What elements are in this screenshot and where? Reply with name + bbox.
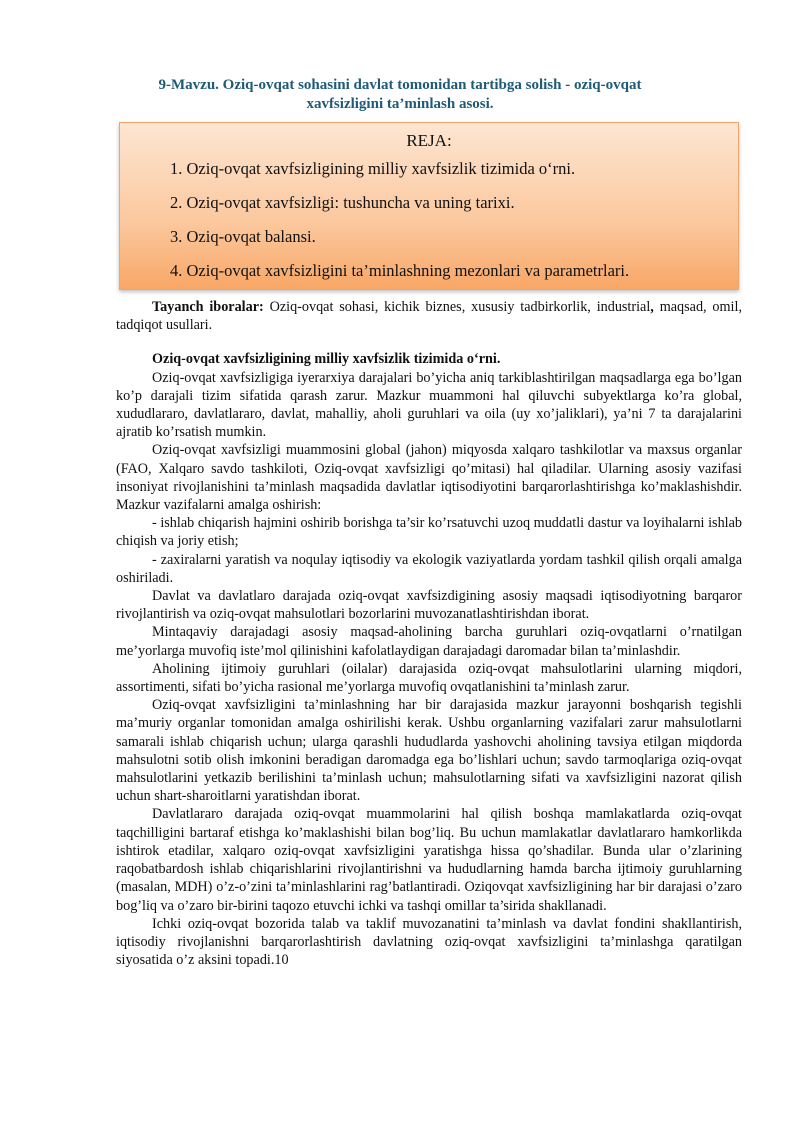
paragraph: Mintaqaviy darajadagi asosiy maqsad-aholining barcha guruhlari oziq-ovqatlarni o’rnatilgan me’yorlarga muvofiq iste’mol qilinishini kafolatlaydigan darajadagi daromadar bilan ta’minlashdir. [116,624,742,659]
paragraph: Davlatlararo darajada oziq-ovqat muammolarini hal qilish boshqa mamlakatlarda oziq-ovqat taqchilligini bartaraf etishga ko’maklashishi bilan bog’liq. Bu uchun mamlakatlar davlatlararo hamkorlikda ishtirok etadilar, xalqaro oziq-ovqat xavfsizligini yaratishga hissa qo’shadilar. Bunda ular o’zlarining raqobatbardosh ishlab chiqarishlarini rivojlantirishni va hududlarning hamda barcha ijtimoiy guruhlarning (masalan, MDH) o’z-o’zini ta’minlashlarini rag’batlantiradi. Oziqovqat xavfsizligining har bir darajasi o’zaro bog’liq va o’zaro bir-birini taqozo etuvchi ichki va tashqi omillar ta’sirida shakllanadi. [116,806,742,914]
reja-heading: REJA: [406,131,452,150]
paragraph: Oziq-ovqat xavfsizligini ta’minlashning har bir darajasida mazkur jarayonni boshqarish tegishli ma’muriy organlar tomonidan amalga oshirilishi kerak. Ushbu organlarning vazifalari zarur mahsulotlarni samarali ishlab chiqarish uchun; ularga qarashli hududlarda yashovchi aholining tavsiya etilgan miqdorda mahsulotni sotib olish imkonini beradigan daromadga ega bo’lishlari uchun; savdo tarmoqlariga oziq-ovqat mahsulotlarini yetkazib berilishini ta’minlash uchun; mahsulotlarning sifati va xavfsizligini nazorat qilish uchun shart-sharoitlarni yaratishdan iborat. [116,697,742,805]
keywords-tail: maqsad, omil, tadqiqot usullari. [116,299,742,334]
page-title: 9-Mavzu. Oziq-ovqat sohasini davlat tomonidan tartibga solish - oziq-ovqat xavfsizligini ta’minlash asosi. [158,77,642,112]
document-body [116,298,742,969]
keywords-paragraph [116,298,742,334]
list-item: - ishlab chiqarish hajmini oshirib borishga ta’sir ko’rsatuvchi uzoq muddatli dastur va loyihalarni ishlab chiqish va joriy etish; [116,515,742,550]
keywords-label: Tayanch iboralar: [152,299,264,315]
paragraph: Oziq-ovqat xavfsizligi muammosini global (jahon) miqyosda xalqaro tashkilotlar va maxsus organlar (FAO, Xalqaro savdo tashkiloti, Oziq-ovqat xavfsizligi qo’mitasi) hal qiladilar. Ularning asosiy vazifasi insoniyat rivojlanishini ta’minlash maqsadida davlatlar iqtisodiyotini barqarorlashtirishga ko’maklashishdir. Mazkur vazifalarni amalga oshirish: [116,442,742,514]
reja-box [119,122,739,290]
paragraph: Davlat va davlatlaro darajada oziq-ovqat xavfsizdigining asosiy maqsadi iqtisodiyotning barqaror rivojlantirish va oziq-ovqat mahsulotlari bozorlarini muvozanatlashtirishdan iborat. [116,588,742,623]
paragraph: Aholining ijtimoiy guruhlari (oilalar) darajasida oziq-ovqat mahsulotlarini ularning miqdori, assortimenti, sifati bo’yicha rasional me’yorlarga muvofiq ovqatlanishini ta’minlash zarur. [116,660,742,696]
reja-item: 1. Oziq-ovqat xavfsizligining milliy xavfsizlik tizimida o‘rni. [170,159,576,178]
reja-item: 3. Oziq-ovqat balansi. [170,227,316,246]
reja-item: 4. Oziq-ovqat xavfsizligini ta’minlashning mezonlari va parametrlari. [170,261,630,280]
list-item: - zaxiralarni yaratish va noqulay iqtisodiy va ekologik vaziyatlarda yordam tashkil qilish orqali amalga oshiriladi. [116,551,742,586]
keywords-comma: , [650,299,654,315]
reja-list [170,159,629,295]
paragraph: Ichki oziq-ovqat bozorida talab va taklif muvozanatini ta’minlash va davlat fondini shakllantirish, iqtisodiy rivojlanishni barqarorlashtirish davlatning oziq-ovqat xavfsizligini ta’minlashga qaratilgan siyosatida o’z aksini topadi.10 [116,915,742,969]
reja-item: 2. Oziq-ovqat xavfsizligi: tushuncha va uning tarixi. [170,193,515,212]
keywords-text: Oziq-ovqat sohasi, kichik biznes, xususiy tadbirkorlik, industrial [263,299,651,315]
section-heading: Oziq-ovqat xavfsizligining milliy xavfsizlik tizimida o‘rni. [152,351,501,368]
paragraph: Oziq-ovqat xavfsizligiga iyerarxiya darajalari bo’yicha aniq tarkiblashtirilgan maqsadlarga ega bo’lgan ko’p darajali tizim sifatida qarash zarur. Mazkur muammoni hal qiluvchi subyektlarga ko’ra global, xududlararo, davlatlararo, davlat, mahalliy, aholi guruhlari va oila (uy xo’jaliklari), ya’ni 7 ta darajalarini ajratib ko’rsatish mumkin. [116,369,742,441]
